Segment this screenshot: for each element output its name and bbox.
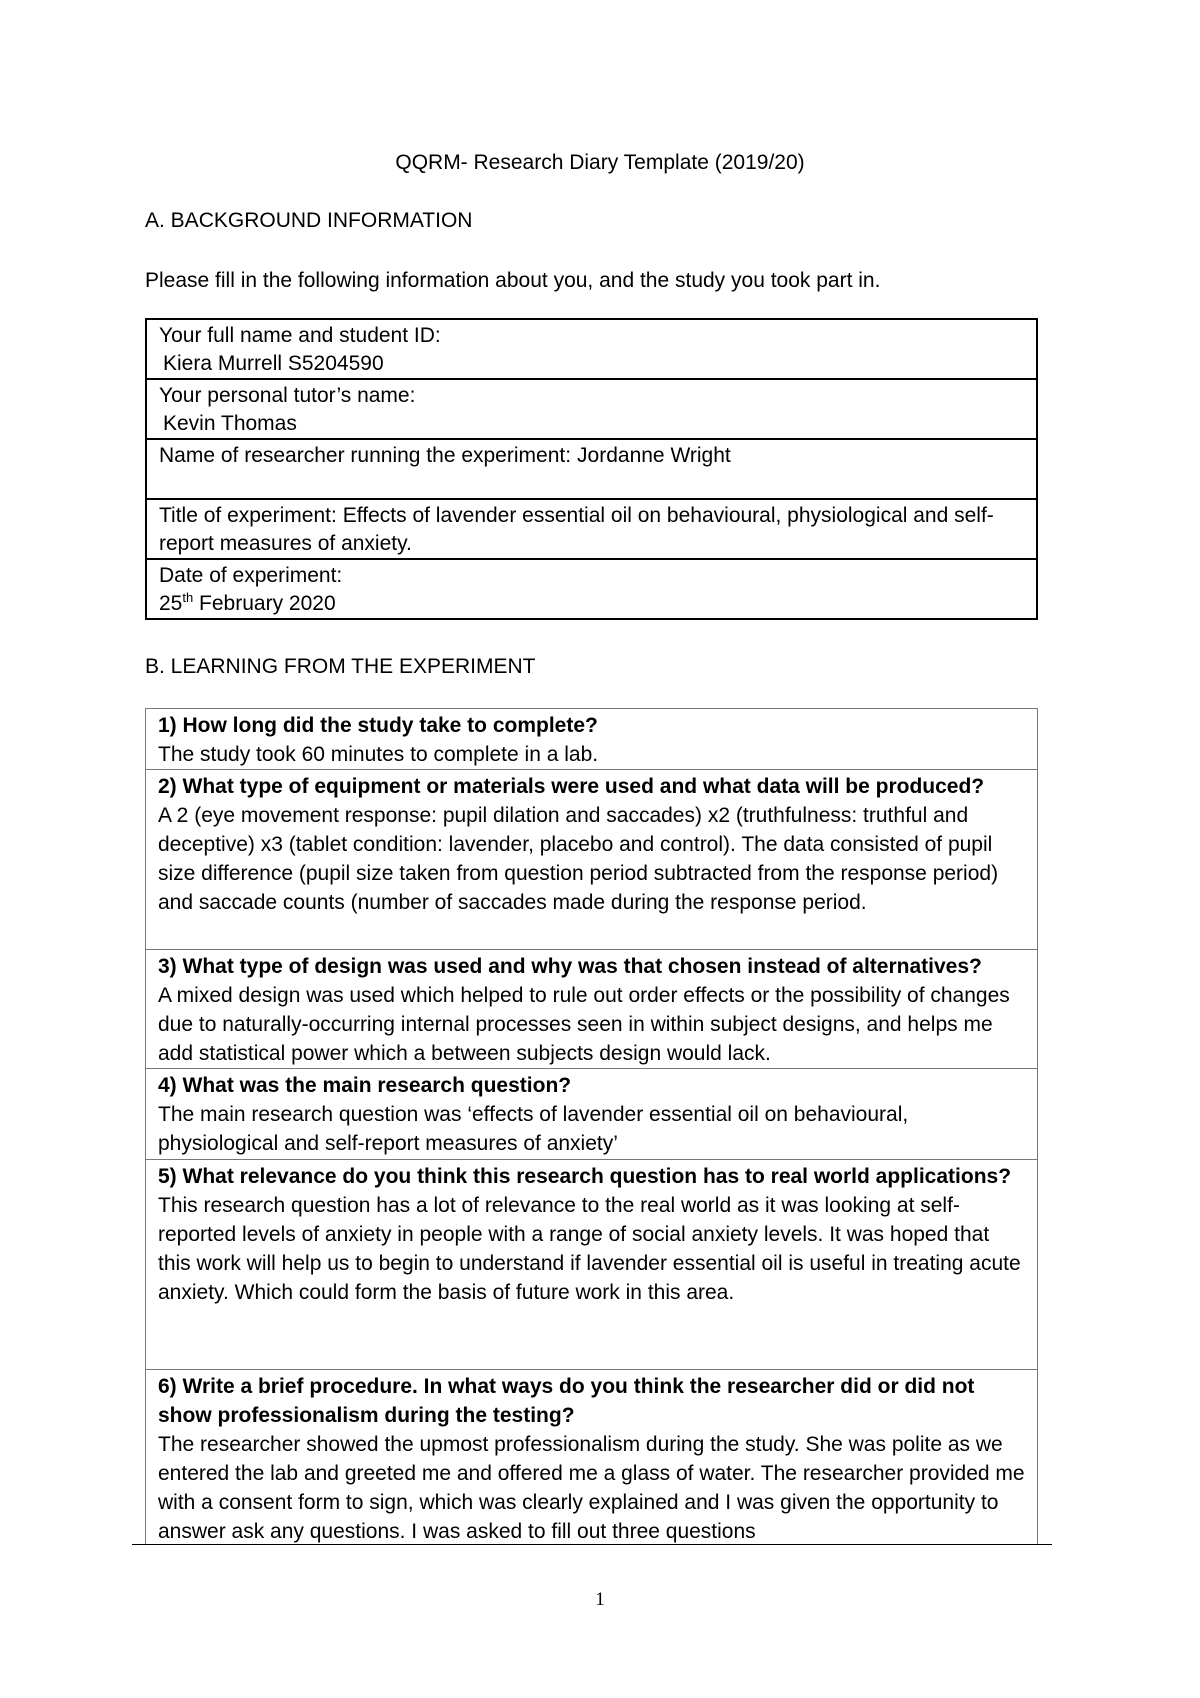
section-a-intro: Please fill in the following information about you, and the study you took part in. bbox=[145, 269, 881, 292]
learning-table bbox=[145, 708, 1038, 1545]
section-a-heading: A. BACKGROUND INFORMATION bbox=[145, 209, 473, 232]
tutor-value: Kevin Thomas bbox=[163, 412, 297, 435]
name-value: Kiera Murrell S5204590 bbox=[163, 352, 384, 375]
researcher-value: Jordanne Wright bbox=[577, 444, 731, 467]
question-2: 2) What type of equipment or materials were used and what data will be produced? bbox=[158, 775, 985, 798]
name-row bbox=[147, 320, 1036, 380]
tutor-row bbox=[147, 380, 1036, 440]
name-label: Your full name and student ID: bbox=[159, 324, 441, 347]
question-5: 5) What relevance do you think this research question has to real world applications? bbox=[158, 1165, 1012, 1188]
tutor-label: Your personal tutor’s name: bbox=[159, 384, 416, 407]
question-6: 6) Write a brief procedure. In what ways do you think the researcher did or did not show professionalism during the testing? bbox=[158, 1375, 975, 1427]
table-bottom-rule bbox=[132, 1544, 1052, 1545]
date-day: 25 bbox=[159, 592, 183, 615]
question-row-6 bbox=[146, 1370, 1037, 1545]
page-number: 1 bbox=[595, 1589, 605, 1610]
date-label: Date of experiment: bbox=[159, 564, 343, 587]
date-value bbox=[159, 590, 1024, 618]
date-row bbox=[147, 560, 1036, 618]
answer-2: A 2 (eye movement response: pupil dilation and saccades) x2 (truthfulness: truthful and deceptive) x3 (tablet condition: lavender, placebo and control). The data consisted of pupil size difference (pupil size taken from question period subtracted from the response period) and saccade counts (number of saccades made during the response period. bbox=[158, 804, 999, 914]
question-row-2 bbox=[146, 770, 1037, 950]
answer-5: This research question has a lot of relevance to the real world as it was looking at self-reported levels of anxiety in people with a range of social anxiety levels. It was hoped that this work will help us to begin to understand if lavender essential oil is useful in treating acute anxiety. Which could form the basis of future work in this area. bbox=[158, 1194, 1021, 1304]
question-row-3 bbox=[146, 950, 1037, 1069]
date-suffix: th bbox=[182, 590, 194, 605]
document-title: QQRM- Research Diary Template (2019/20) bbox=[395, 151, 805, 174]
experiment-title-row bbox=[147, 500, 1036, 560]
question-4: 4) What was the main research question? bbox=[158, 1074, 572, 1097]
background-info-table bbox=[145, 318, 1038, 620]
question-row-4 bbox=[146, 1069, 1037, 1160]
question-3: 3) What type of design was used and why was that chosen instead of alternatives? bbox=[158, 955, 982, 978]
answer-4: The main research question was ‘effects of lavender essential oil on behavioural, physiological and self-report measures of anxiety’ bbox=[158, 1103, 909, 1155]
date-rest: February 2020 bbox=[193, 592, 336, 615]
question-1: 1) How long did the study take to complete? bbox=[158, 714, 598, 737]
question-row-5 bbox=[146, 1160, 1037, 1370]
researcher-label: Name of researcher running the experiment: bbox=[159, 444, 572, 467]
answer-6: The researcher showed the upmost professionalism during the study. She was polite as we entered the lab and greeted me and offered me a glass of water. The researcher provided me with a consent form to sign, which was clearly explained and I was given the opportunity to answer ask any questions. I was asked to fill out three questions bbox=[158, 1433, 1025, 1543]
answer-1: The study took 60 minutes to complete in a lab. bbox=[158, 743, 599, 766]
question-row-1 bbox=[146, 709, 1037, 770]
experiment-title-value: Effects of lavender essential oil on behavioural, physiological and self-report measures of anxiety. bbox=[159, 504, 994, 555]
section-b-heading: B. LEARNING FROM THE EXPERIMENT bbox=[145, 655, 536, 678]
experiment-title-label: Title of experiment: bbox=[159, 504, 337, 527]
researcher-row bbox=[147, 440, 1036, 500]
answer-3: A mixed design was used which helped to rule out order effects or the possibility of changes due to naturally-occurring internal processes seen in within subject designs, and helps me add statistical power which a between subjects design would lack. bbox=[158, 984, 1010, 1065]
